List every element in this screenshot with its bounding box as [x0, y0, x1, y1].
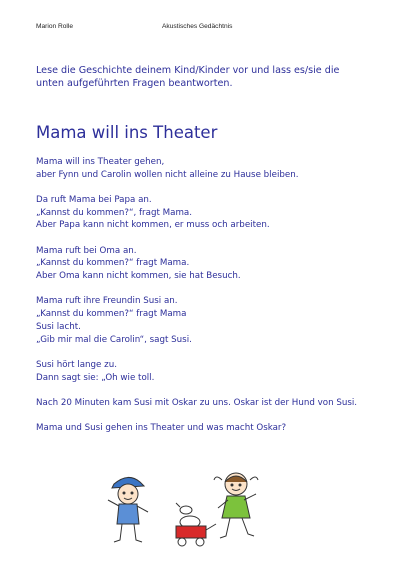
story-paragraph — [36, 156, 368, 181]
story-body — [36, 156, 368, 447]
story-title: Mama will ins Theater — [36, 123, 218, 142]
story-line: „Gib mir mal die Carolin“, sagt Susi. — [36, 334, 192, 345]
story-line: Nach 20 Minuten kam Susi mit Oskar zu uns. Oskar ist der Hund von Susi. — [36, 397, 358, 408]
story-line: „Kannst du kommen?“ fragt Mama. — [36, 258, 190, 269]
story-line: aber Fynn und Carolin wollen nicht alleine zu Hause bleiben. — [36, 169, 299, 180]
story-line: Aber Oma kann nicht kommen, sie hat Besuch. — [36, 271, 241, 282]
instructions-text: Lese die Geschichte deinem Kind/Kinder vor und lass es/sie die unten aufgeführten Fragen beantworten. — [36, 65, 340, 89]
children-illustration — [100, 470, 280, 550]
story-line: Mama ruft bei Oma an. — [36, 245, 137, 256]
girl-figure — [214, 473, 258, 538]
story-paragraph — [36, 422, 368, 435]
story-line: Dann sagt sie: „Oh wie toll. — [36, 372, 155, 383]
story-line: Aber Papa kann nicht kommen, er muss och arbeiten. — [36, 220, 270, 231]
story-paragraph — [36, 359, 368, 384]
boy-figure — [108, 477, 148, 542]
story-line: Mama will ins Theater gehen, — [36, 157, 165, 167]
story-paragraph — [36, 245, 368, 283]
story-paragraph — [36, 194, 368, 232]
document-subject: Akustisches Gedächtnis — [162, 23, 233, 30]
story-line: Susi hört lange zu. — [36, 359, 117, 370]
story-line: Mama und Susi gehen ins Theater und was macht Oskar? — [36, 423, 287, 434]
story-line: Susi lacht. — [36, 321, 81, 332]
story-paragraph — [36, 397, 368, 410]
story-line: „Kannst du kommen?“ fragt Mama — [36, 309, 187, 320]
story-line: „Kannst du kommen?“, fragt Mama. — [36, 207, 192, 218]
story-line: Mama ruft ihre Freundin Susi an. — [36, 296, 178, 307]
dog-wagon-figure — [176, 503, 216, 546]
author-name: Marion Rolle — [36, 23, 74, 30]
story-line: Da ruft Mama bei Papa an. — [36, 195, 152, 205]
story-paragraph — [36, 295, 368, 346]
